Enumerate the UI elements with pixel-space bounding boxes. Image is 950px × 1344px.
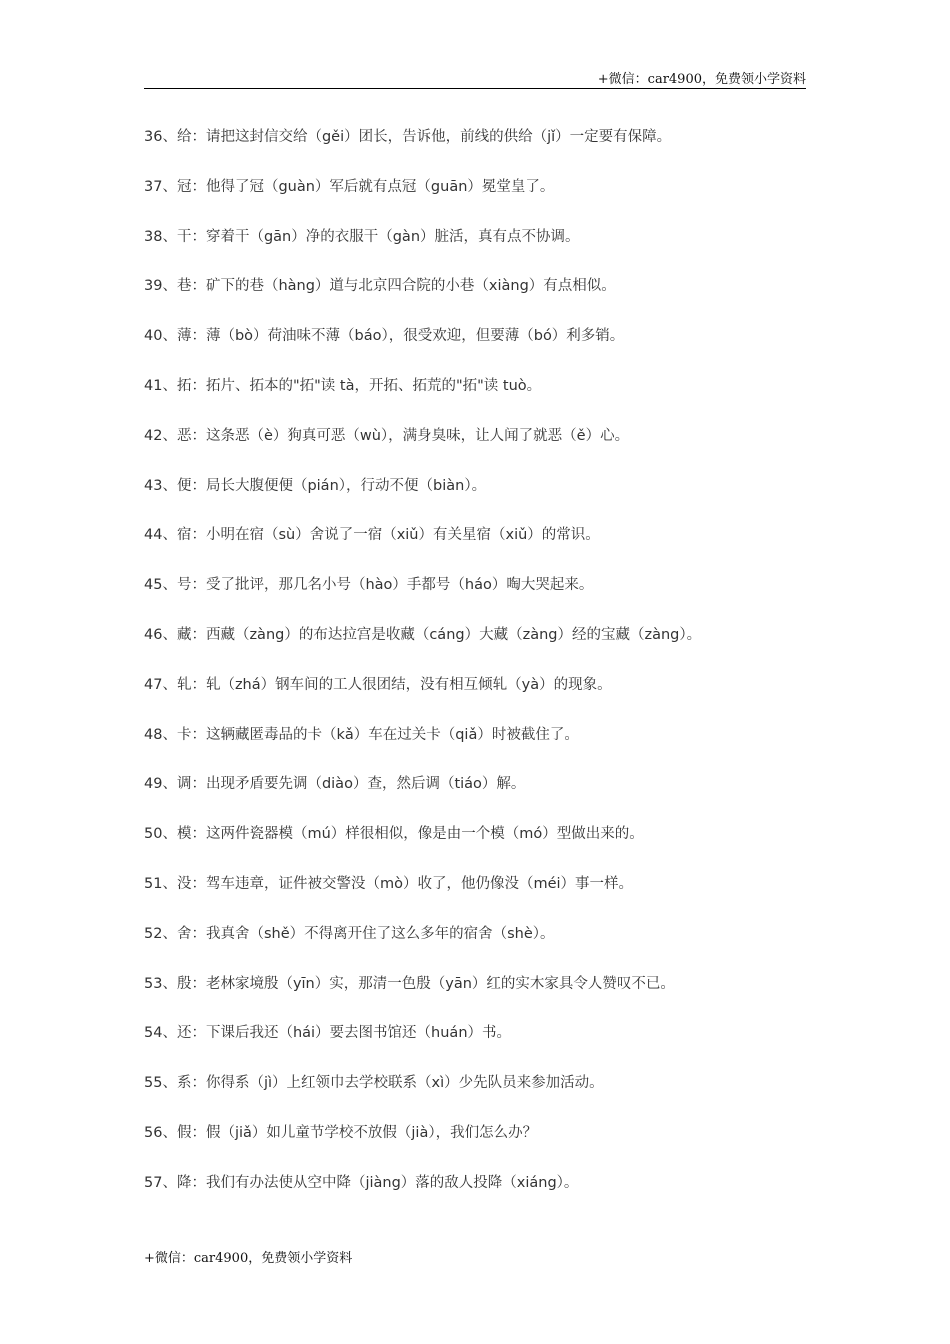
page-header: [144, 66, 806, 89]
entry-47: 47、轧：轧（zhá）钢车间的工人很团结，没有相互倾轧（yà）的现象。: [144, 676, 612, 693]
entry-list: [144, 125, 806, 1221]
entry-41: 41、拓：拓片、拓本的"拓"读 tà，开拓、拓荒的"拓"读 tuò。: [144, 377, 542, 394]
entry-44: 44、宿：小明在宿（sù）舍说了一宿（xiǔ）有关星宿（xiǔ）的常识。: [144, 527, 600, 544]
entry-37: 37、冠：他得了冠（guàn）军后就有点冠（guān）冕堂皇了。: [144, 178, 555, 195]
entry-46: 46、藏：西藏（zàng）的布达拉宫是收藏（cáng）大藏（zàng）经的宝藏（zàng）。: [144, 626, 702, 643]
entry-54: 54、还：下课后我还（hái）要去图书馆还（huán）书。: [144, 1025, 512, 1042]
entry-50: 50、模：这两件瓷器模（mú）样很相似，像是由一个模（mó）型做出来的。: [144, 826, 644, 843]
entry-51: 51、没：驾车违章，证件被交警没（mò）收了，他仍像没（méi）事一样。: [144, 875, 634, 892]
entry-56: 56、假：假（jiǎ）如儿童节学校不放假（jià），我们怎么办？: [144, 1124, 538, 1141]
entry-55: 55、系：你得系（jì）上红领巾去学校联系（xì）少先队员来参加活动。: [144, 1075, 604, 1092]
entry-53: 53、殷：老林家境殷（yīn）实，那清一色殷（yān）红的实木家具令人赞叹不已。: [144, 975, 675, 992]
entry-43: 43、便：局长大腹便便（pián），行动不便（biàn）。: [144, 477, 487, 494]
entry-42: 42、恶：这条恶（è）狗真可恶（wù），满身臭味，让人闻了就恶（ě）心。: [144, 427, 630, 444]
header-text: +微信：car4900，免费领小学资料: [597, 72, 806, 87]
entry-57: 57、降：我们有办法使从空中降（jiàng）落的敌人投降（xiáng）。: [144, 1174, 579, 1191]
entry-39: 39、巷：矿下的巷（hàng）道与北京四合院的小巷（xiàng）有点相似。: [144, 278, 616, 295]
entry-45: 45、号：受了批评，那几名小号（hào）手都号（háo）啕大哭起来。: [144, 577, 594, 594]
entry-36: 36、给：请把这封信交给（gěi）团长，告诉他，前线的供给（jǐ）一定要有保障。: [144, 129, 672, 145]
page-footer: +微信：car4900，免费领小学资料: [144, 1251, 353, 1266]
entry-40: 40、薄：薄（bò）荷油味不薄（báo），很受欢迎，但要薄（bó）利多销。: [144, 328, 625, 345]
entry-48: 48、卡：这辆藏匿毒品的卡（kǎ）车在过关卡（qiǎ）时被截住了。: [144, 726, 579, 743]
entry-52: 52、舍：我真舍（shě）不得离开住了这么多年的宿舍（shè）。: [144, 925, 555, 942]
entry-49: 49、调：出现矛盾要先调（diào）查，然后调（tiáo）解。: [144, 776, 526, 793]
entry-38: 38、干：穿着干（gān）净的衣服干（gàn）脏活，真有点不协调。: [144, 228, 580, 245]
